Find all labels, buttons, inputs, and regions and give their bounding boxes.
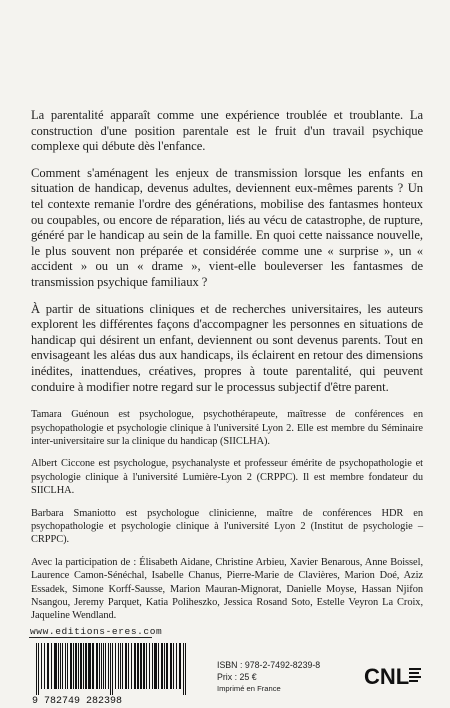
barcode-bar — [65, 643, 66, 689]
barcode-bar — [62, 643, 63, 689]
barcode-bar — [60, 643, 61, 689]
barcode-bar — [146, 643, 147, 689]
bio-ciccone: Albert Ciccone est psychologue, psychanalyste et professeur émérite de psychopathologie et psychologie clinique à l'université Lumière-Lyon 2 (CRPPC). Il est membre fondateur du SIICLHA. — [31, 458, 423, 497]
barcode-bar — [125, 643, 127, 689]
barcode-bar — [99, 643, 100, 689]
barcode-bar — [73, 643, 74, 689]
price-text: Prix : 25 € — [217, 672, 257, 682]
barcode-bar — [47, 643, 49, 689]
contributors-list: Avec la participation de : Élisabeth Aidane, Christine Arbieu, Xavier Benarous, Anne Boissel, Laurence Camon-Sénéchal, Isabelle Chanus, Pierre-Marie de Clavières, Marion Doé, Aziz Essadek, Simone Korff-Sausse, Marion Mauran-Mignorat, Danielle Moyse, Hassan Njifon Nsangou, Jeremy Parquet, Katia Poliheszko, Jessica Rosand Soto, Estelle Veyron La Croix, Jaqueline Wendland. — [31, 556, 423, 622]
barcode-bar — [170, 643, 172, 689]
barcode-bar — [137, 643, 139, 689]
barcode-bar — [67, 643, 68, 689]
summary-paragraph-3: À partir de situations cliniques et de recherches universitaires, les auteurs explorent les différentes façons d'accompagner les personnes en situations de handicap qui désirent un enfant, deviennent ou sont devenus parents. Tout en envisageant les aléas dus aux handicaps, ils éclairent en retour des dimensions inédites, inattendues, créatives, propres à toute parentalité, qui peuvent conduire à modifier notre regard sur le processus subjectif d'être parent. — [31, 301, 423, 394]
barcode-bar — [44, 643, 45, 689]
summary-paragraph-1: La parentalité apparaît comme une expérience troublée et troublante. La construction d'une position parentale est le fruit d'un travail psychique complexe qui débute dès l'enfance. — [31, 108, 423, 154]
isbn-text: ISBN : 978-2-7492-8239-8 — [217, 660, 321, 670]
barcode-bar — [96, 643, 98, 689]
barcode-bar — [131, 643, 132, 689]
barcode-bar — [88, 643, 91, 689]
author-bios — [31, 408, 423, 623]
barcode-bar — [164, 643, 165, 689]
barcode-bar — [143, 643, 145, 689]
barcode-bar — [158, 643, 159, 689]
publisher-url[interactable]: www.editions-eres.com — [30, 626, 163, 637]
barcode-bar — [183, 643, 184, 695]
barcode-bar — [75, 643, 77, 689]
barcode-bar — [149, 643, 150, 689]
barcode-bar — [179, 643, 181, 689]
barcode-bar — [78, 643, 79, 689]
bio-smaniotto: Barbara Smaniotto est psychologue clinicienne, maître de conférences HDR en psychopathologie et psychologie clinique à l'université Lyon 2 (Institut de psychologie – CRPPC). — [31, 507, 423, 546]
url-underline — [29, 637, 152, 638]
barcode-bar — [105, 643, 106, 689]
cnl-logo-icon — [364, 660, 422, 692]
barcode-bar — [70, 643, 72, 689]
barcode-bar — [92, 643, 94, 689]
barcode-bar — [58, 643, 59, 689]
barcode-bar — [173, 643, 174, 689]
barcode-bar — [134, 643, 136, 689]
barcode-bar — [140, 643, 142, 689]
bio-guenoun: Tamara Guénoun est psychologue, psychothérapeute, maîtresse de conférences en psychopathologie et psychologie clinique à l'université Lyon 2. Elle est membre du Séminaire inter-universitaire sur la clinique du handicap (SIICLHA). — [31, 409, 423, 447]
back-cover-text — [31, 108, 423, 623]
cnl-logo-mark: CNL — [364, 664, 410, 689]
barcode-bar — [112, 643, 113, 695]
summary-paragraph-2: Comment s'aménagent les enjeux de transmission lorsque les enfants en situation de handicap, devenus adultes, deviennent eux-mêmes parents ? Un tel contexte remanie l'ordre des générations, mobilise des fantasmes honteux ou coupables, ou encore de réparation, liés au vécu de catastrophe, de rupture, généré par le handicap au sein de la famille. En quoi cette naissance nouvelle, le plus souvent non préparée et considérée comme une « surprise », un « accident » ou un « drame », vient-elle bouleverser les fantasmes de transmission psychique familiaux ? — [31, 165, 423, 289]
barcode-bar — [38, 643, 39, 695]
barcode-bar — [120, 643, 121, 689]
barcode-bar — [185, 643, 186, 695]
barcode-bar — [108, 643, 109, 689]
barcode-bar — [166, 643, 168, 689]
barcode-bar — [122, 643, 123, 689]
barcode-bar — [80, 643, 82, 689]
barcode-digits: 9 782749 282398 — [32, 696, 123, 705]
barcode-bar — [176, 643, 177, 689]
barcode-bar — [41, 643, 42, 689]
barcode-bar — [115, 643, 116, 689]
barcode-bar — [154, 643, 157, 689]
barcode-bar — [110, 643, 111, 695]
barcode-bar — [85, 643, 87, 689]
isbn-block — [217, 659, 320, 695]
barcode-bar — [83, 643, 84, 689]
barcode-bar — [161, 643, 163, 689]
barcode-bar — [152, 643, 153, 689]
barcode-bar — [51, 643, 52, 689]
cnl-logo — [364, 660, 422, 692]
barcode-bar — [103, 643, 104, 689]
barcode-bar — [54, 643, 57, 689]
barcode-bar — [101, 643, 102, 689]
barcode-graphic — [32, 643, 192, 705]
barcode-bar — [36, 643, 37, 695]
barcode — [32, 643, 192, 705]
barcode-bar — [128, 643, 129, 689]
barcode-bar — [118, 643, 119, 689]
printed-in-text: Imprimé en France — [217, 684, 281, 693]
